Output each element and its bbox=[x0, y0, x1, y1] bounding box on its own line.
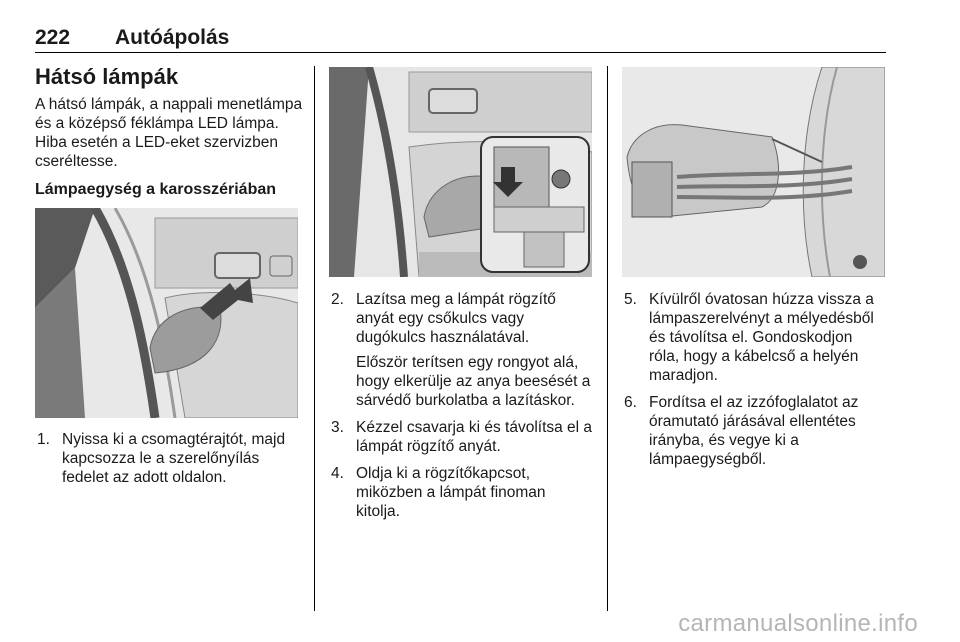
column-divider-2 bbox=[607, 66, 608, 611]
step-item bbox=[37, 430, 302, 487]
page-number: 222 bbox=[35, 26, 71, 49]
steps-col2 bbox=[331, 290, 593, 529]
step-number: 1. bbox=[37, 431, 50, 448]
steps-col1 bbox=[37, 430, 302, 495]
step-number: 3. bbox=[331, 419, 344, 436]
step-text: Kézzel csavarja ki és távolítsa el a lámpát rögzítő anyát. bbox=[356, 419, 593, 455]
step-text: Fordítsa el az izzófoglalatot az óramutató járásával ellentétes irányba, és vegye ki a lámpaegységből. bbox=[649, 394, 859, 468]
section-heading: Hátsó lámpák bbox=[35, 64, 179, 89]
step-number: 4. bbox=[331, 465, 344, 482]
step-number: 2. bbox=[331, 291, 344, 308]
figure-trunk-access-panel bbox=[35, 208, 298, 418]
section-title: Autóápolás bbox=[115, 26, 230, 49]
figure-lamp-nut bbox=[329, 67, 592, 277]
step-item bbox=[331, 418, 593, 456]
figure-lamp-removal bbox=[622, 67, 885, 277]
step-item bbox=[331, 464, 593, 521]
subsection-heading: Lámpaegység a karosszériában bbox=[35, 181, 277, 198]
step-text: Oldja ki a rögzítőkapcsot, miközben a lámpát finoman kitolja. bbox=[356, 465, 546, 520]
header-divider bbox=[35, 52, 886, 53]
step-item bbox=[331, 290, 593, 410]
step-text: Lazítsa meg a lámpát rögzítő anyát egy csőkulcs vagy dugókulcs használatával. bbox=[356, 291, 556, 346]
page-header bbox=[35, 26, 886, 54]
step-item bbox=[624, 290, 886, 385]
watermark: carmanualsonline.info bbox=[678, 610, 918, 637]
step-number: 6. bbox=[624, 394, 637, 411]
step-text: Kívülről óvatosan húzza vissza a lámpaszerelvényt a mélyedésből és távolítsa el. Gondoskodjon róla, hogy a kábelcső a helyén maradjon. bbox=[649, 291, 874, 384]
step-text: Nyissa ki a csomagtérajtót, majd kapcsozza le a szerelőnyílás fedelet az adott oldalon. bbox=[62, 431, 286, 486]
intro-paragraph: A hátsó lámpák, a nappali menetlámpa és a középső féklámpa LED lámpa. Hiba esetén a LED-eket szervizben cseréltesse. bbox=[35, 96, 303, 170]
column-divider-1 bbox=[314, 66, 315, 611]
steps-col3 bbox=[624, 290, 886, 477]
step-number: 5. bbox=[624, 291, 637, 308]
step-note: Először terítsen egy rongyot alá, hogy elkerülje az anya beesését a sárvédő burkolatba a lazításkor. bbox=[356, 354, 591, 409]
step-item bbox=[624, 393, 886, 469]
